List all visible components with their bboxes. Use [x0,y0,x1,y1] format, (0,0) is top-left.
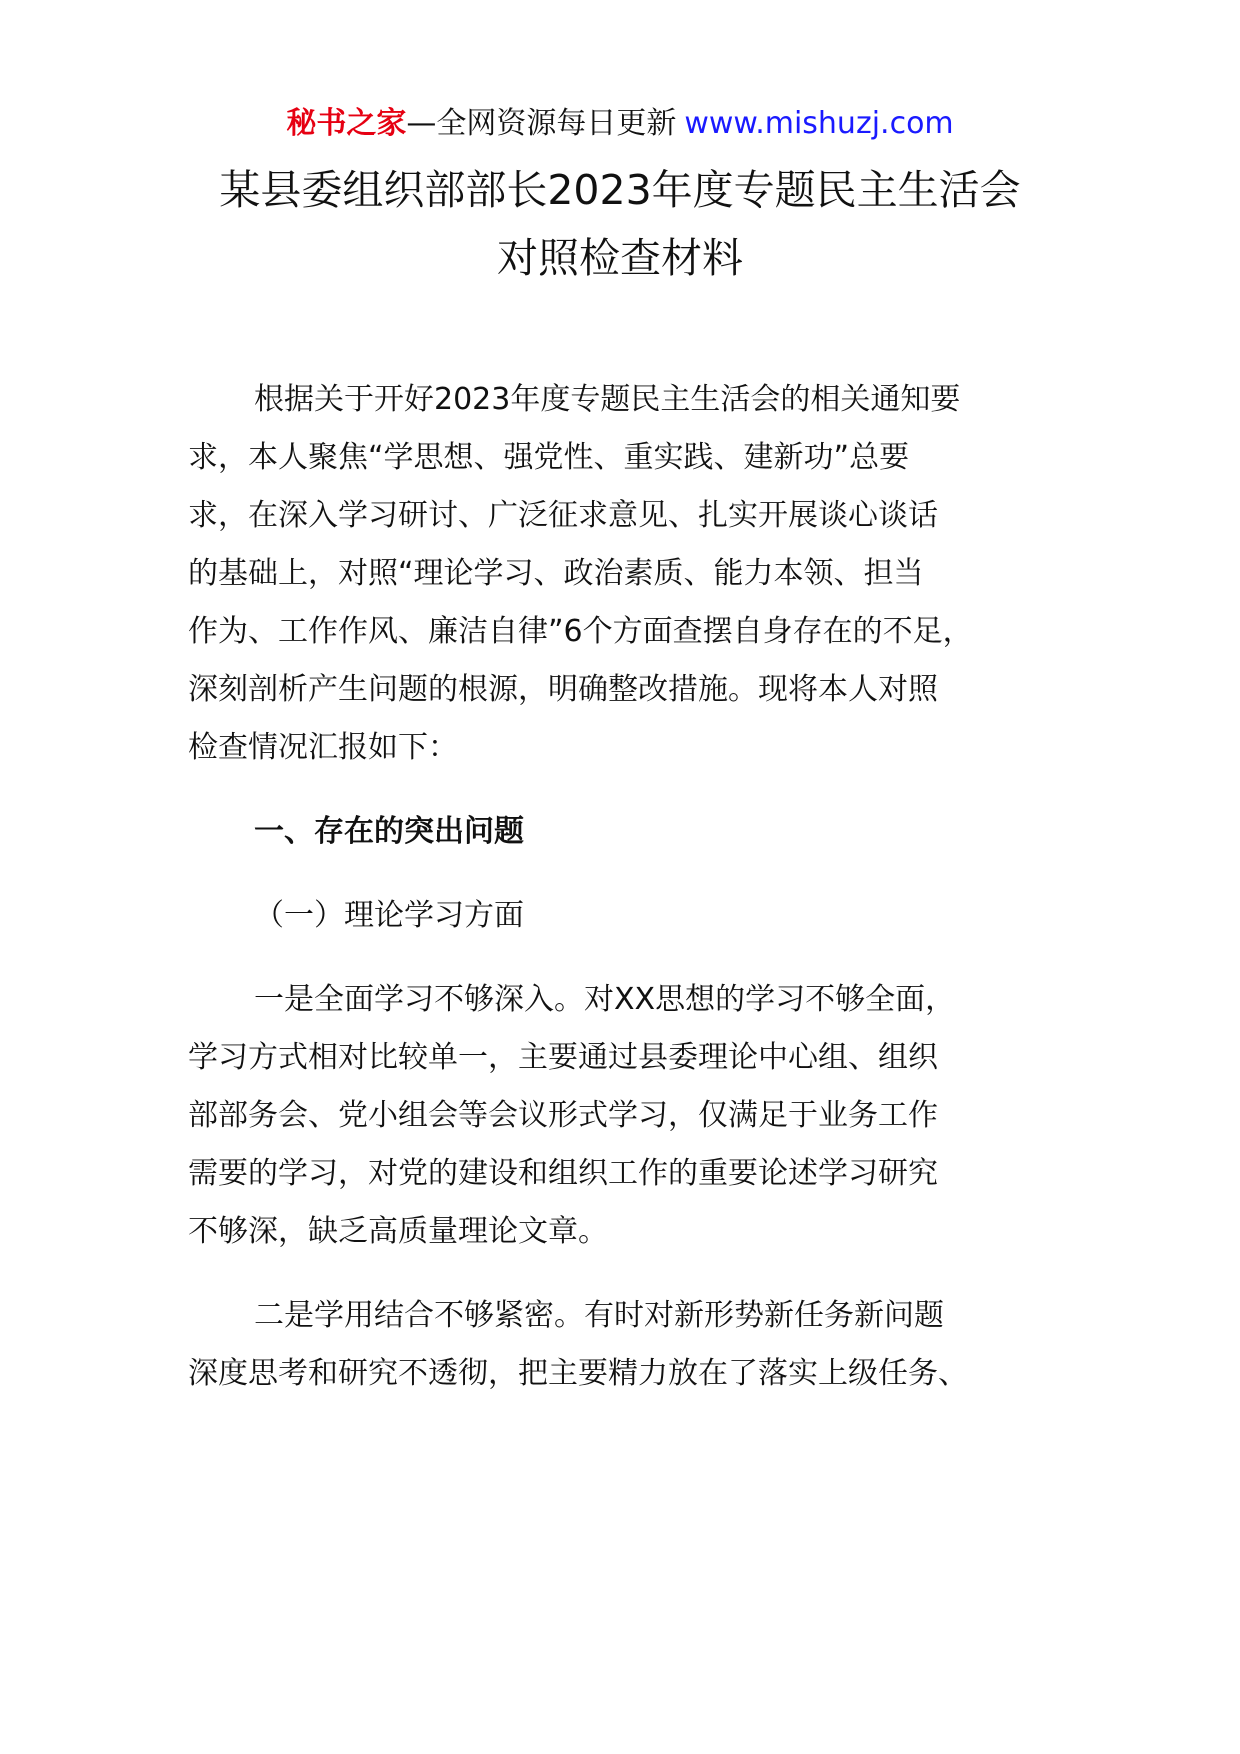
paragraph-line: 学习方式相对比较单一，主要通过县委理论中心组、组织 [188,1040,938,1075]
subsection-heading: （一）理论学习方面 [254,898,524,933]
paragraph-line: 一是全面学习不够深入。对XX思想的学习不够全面， [254,982,956,1017]
paragraph-line: 部部务会、党小组会等会议形式学习，仅满足于业务工作 [188,1098,938,1133]
paragraph-line: 需要的学习，对党的建设和组织工作的重要论述学习研究 [188,1156,938,1191]
document-title-line-2: 对照检查材料 [497,234,743,282]
intro-line: 深刻剖析产生问题的根源，明确整改措施。现将本人对照 [188,672,938,707]
intro-line: 的基础上，对照“理论学习、政治素质、能力本领、担当 [188,556,924,591]
header-tagline: —全网资源每日更新 [406,106,677,141]
paragraph-line: 不够深，缺乏高质量理论文章。 [188,1214,608,1249]
intro-line: 求，本人聚焦“学思想、强党性、重实践、建新功”总要 [188,440,910,475]
intro-line: 求，在深入学习研讨、广泛征求意见、扎实开展谈心谈话 [188,498,938,533]
site-url-link[interactable]: www.mishuzj.com [684,106,954,141]
document-title-line-1: 某县委组织部部长2023年度专题民主生活会 [219,166,1021,214]
site-header [0,104,1240,144]
paragraph-line: 深度思考和研究不透彻，把主要精力放在了落实上级任务、 [188,1356,968,1391]
brand-name: 秘书之家 [286,106,407,141]
intro-line: 检查情况汇报如下： [188,730,458,765]
section-heading: 一、存在的突出问题 [254,814,524,849]
intro-line: 作为、工作作风、廉洁自律”6个方面查摆自身存在的不足， [188,614,973,649]
paragraph-line: 二是学用结合不够紧密。有时对新形势新任务新问题 [254,1298,944,1333]
intro-line: 根据关于开好2023年度专题民主生活会的相关通知要 [254,382,961,417]
